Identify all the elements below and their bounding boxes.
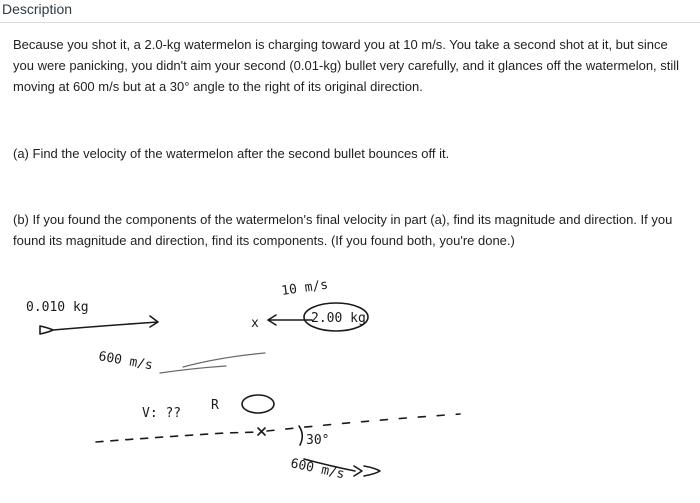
header-title: Description [2, 1, 73, 17]
melon-speed-label: 10 m/s [280, 277, 330, 299]
deflected-bullet-icon [354, 466, 380, 476]
collision-mark [258, 428, 265, 435]
final-velocity-label: V: ?? [142, 406, 182, 421]
problem-part-b: (b) If you found the components of the watermelon's final velocity in part (a), find its magnitude and direction. If you found its magnitude and direction, find its components. (If you found both, you're done.) [13, 212, 673, 248]
description-header [0, 0, 700, 23]
r-mark: R [211, 398, 219, 413]
final-melon-shape [242, 395, 274, 413]
melon-mass-label: 2.00 kg [311, 311, 366, 326]
handwritten-sketch [0, 265, 700, 500]
bullet-icon [40, 326, 53, 334]
separator-scribble [160, 353, 265, 373]
angle-label: 30° [306, 433, 330, 448]
bullet-speed-label: 600 m/s [97, 349, 154, 374]
bullet-arrow [53, 316, 158, 330]
bullet-mass-label: 0.010 kg [26, 300, 89, 315]
reference-dashed-line [96, 432, 260, 442]
angled-dashed-line [267, 414, 460, 431]
problem-part-a: (a) Find the velocity of the watermelon after the second bullet bounces off it. [13, 146, 450, 161]
problem-intro: Because you shot it, a 2.0-kg watermelon is charging toward you at 10 m/s. You take a second shot at it, but since you were panicking, you didn't aim your second (0.01-kg) bullet very carefully, and it glances off the watermelon, still moving at 600 m/s but at a 30° angle to the right of its original direction. [13, 37, 680, 94]
final-bullet-speed-label: 600 m/s [289, 456, 346, 483]
angle-arc [299, 426, 302, 445]
x-mark: x [251, 316, 259, 331]
